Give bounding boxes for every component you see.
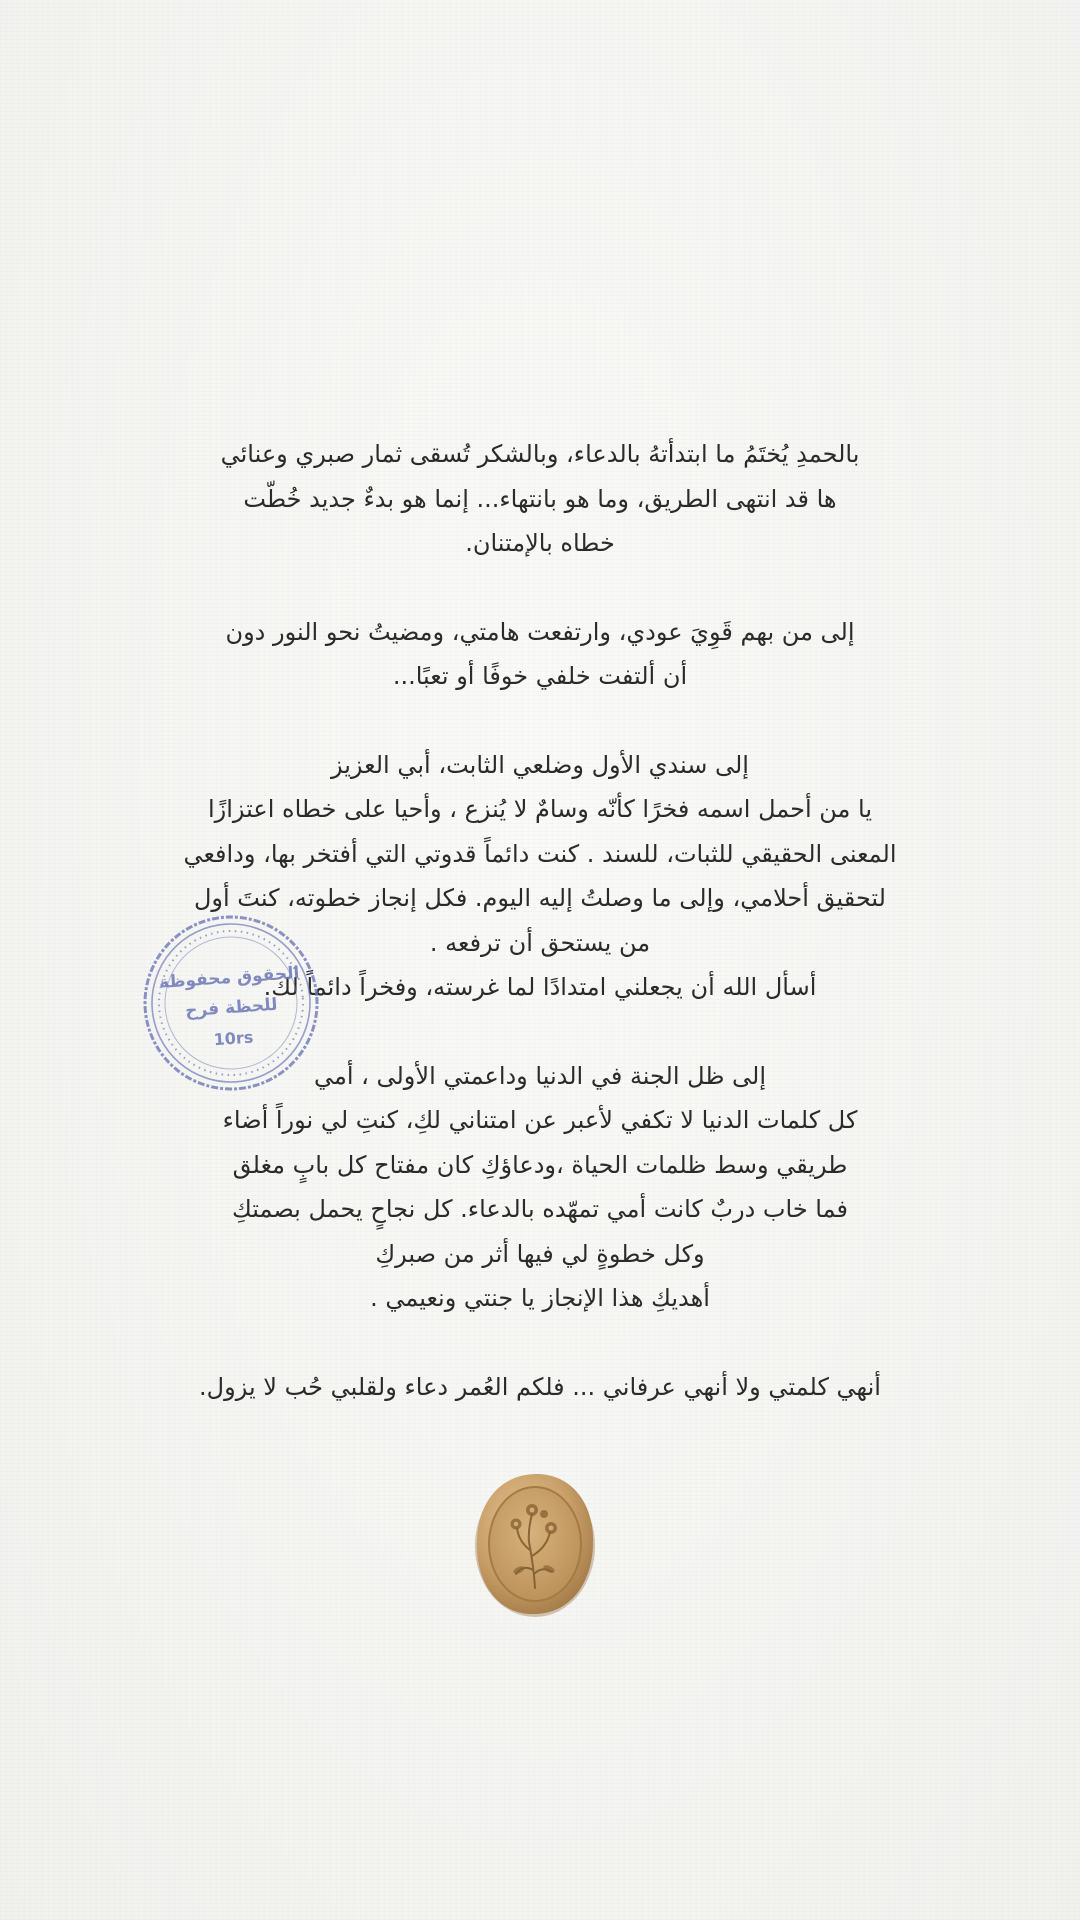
text-line: وكل خطوةٍ لي فيها أثر من صبركِ xyxy=(375,1239,705,1268)
closing-paragraph xyxy=(150,1365,930,1410)
text-line: إلى من بهم قَوِيَ عودي، وارتفعت هامتي، ومضيتُ نحو النور دون xyxy=(225,617,855,646)
text-line: طريقي وسط ظلمات الحياة ،ودعاؤكِ كان مفتاح كل بابٍ مغلق xyxy=(232,1150,848,1179)
text-line: فما خاب دربٌ كانت أمي تمهّده بالدعاء. كل نجاحٍ يحمل بصمتكِ xyxy=(232,1195,848,1223)
text-line: أسأل الله أن يجعلني امتدادًا لما غرسته، وفخراً دائماً لك. xyxy=(263,973,817,1001)
text-line: إلى ظل الجنة في الدنيا وداعمتي الأولى ، أمي xyxy=(313,1061,767,1090)
text-line: يا من أحمل اسمه فخرًا كأنّه وسامٌ لا يُنزع ، وأحيا على خطاه اعتزازًا xyxy=(207,795,873,823)
opening-paragraph xyxy=(150,432,930,566)
text-line: أنهي كلمتي ولا أنهي عرفاني ... فلكم العُمر دعاء ولقلبي حُب لا يزول. xyxy=(199,1372,881,1401)
supporters-paragraph xyxy=(150,610,930,699)
flower-wax-seal-icon xyxy=(472,1470,598,1618)
copyright-stamp xyxy=(134,906,328,1100)
stamp-line: الحقوق محفوظة xyxy=(158,963,301,993)
text-line: كل كلمات الدنيا لا تكفي لأعبر عن امتناني لكِ، كنتِ لي نوراً أضاء xyxy=(222,1106,858,1134)
mother-paragraph xyxy=(150,1054,930,1321)
text-line: بالحمدِ يُختَمُ ما ابتدأتهُ بالدعاء، وبالشكر تُسقى ثمار صبري وعنائي xyxy=(220,440,860,468)
text-line: لتحقيق أحلامي، وإلى ما وصلتُ إليه اليوم. فكل إنجاز خطوته، كنتَ أول xyxy=(193,884,886,912)
stamp-line: للحظة فرح xyxy=(184,994,279,1022)
stamp-line: 10rs xyxy=(213,1027,254,1050)
text-line: إلى سندي الأول وضلعي الثابت، أبي العزيز xyxy=(331,750,749,779)
text-line: أهديكِ هذا الإنجاز يا جنتي ونعيمي . xyxy=(370,1284,710,1312)
text-line: خطاه بالإمتنان. xyxy=(465,529,615,557)
text-line: المعنى الحقيقي للثبات، للسند . كنت دائماً قدوتي التي أفتخر بها، ودافعي xyxy=(183,839,897,868)
text-line: ها قد انتهى الطريق، وما هو بانتهاء... إنما هو بدءٌ جديد خُطّت xyxy=(243,484,837,513)
text-line: من يستحق أن ترفعه . xyxy=(429,928,651,957)
text-line: أن ألتفت خلفي خوفًا أو تعبًا... xyxy=(392,662,688,690)
wax-seal xyxy=(472,1470,598,1618)
